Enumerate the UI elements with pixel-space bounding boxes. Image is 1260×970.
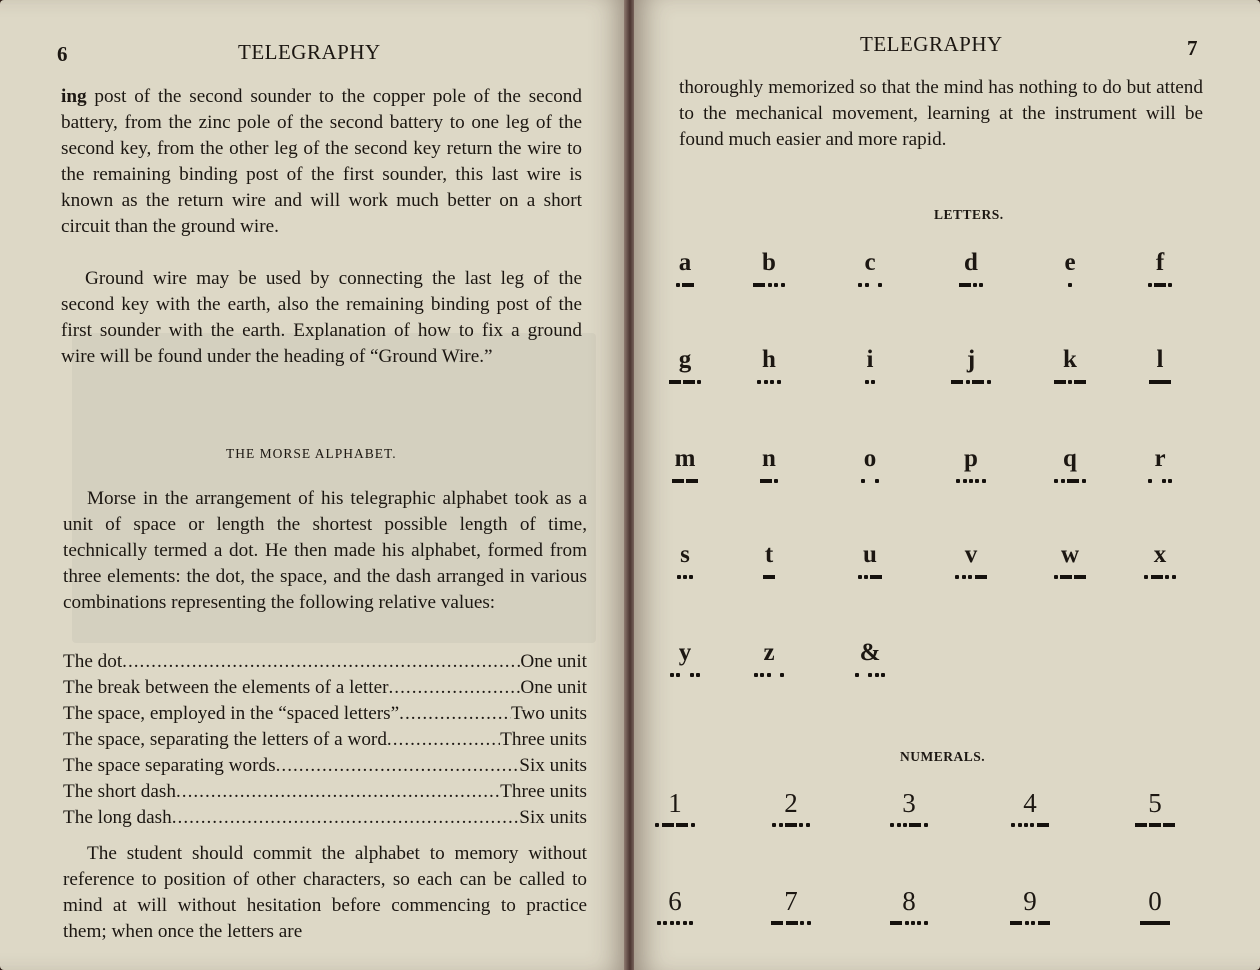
numeral-char: 9	[1023, 886, 1037, 916]
values-amount: One unit	[520, 651, 587, 672]
values-row	[63, 649, 587, 675]
morse-code	[655, 377, 715, 387]
dot-leader	[399, 701, 511, 727]
values-label: The space, separating the letters of a word	[63, 729, 387, 750]
morse-code	[840, 377, 900, 387]
values-amount: Six units	[519, 807, 587, 828]
letter-entry	[840, 248, 900, 290]
values-row	[63, 805, 587, 831]
letter-entry	[840, 345, 900, 387]
morse-code	[739, 572, 799, 582]
values-label: The short dash	[63, 781, 176, 802]
left-page	[0, 0, 627, 970]
morse-code	[879, 820, 939, 830]
letter-entry	[739, 248, 799, 290]
letter-entry	[840, 540, 900, 582]
letter-entry	[840, 444, 900, 486]
letter-entry	[655, 345, 715, 387]
letters-caption: LETTERS.	[934, 207, 1004, 222]
values-label: The long dash	[63, 807, 172, 828]
numeral-entry	[761, 788, 821, 830]
values-label: The space, employed in the “spaced letters”	[63, 703, 400, 724]
morse-code	[739, 280, 799, 290]
letter-entry	[840, 638, 900, 680]
letter-entry	[941, 540, 1001, 582]
numeral-entry	[645, 886, 705, 928]
values-amount: Three units	[500, 781, 587, 802]
numeral-entry	[1000, 886, 1060, 928]
continuation-paragraph	[61, 84, 582, 240]
letter-entry	[1130, 444, 1190, 486]
morse-code	[941, 572, 1001, 582]
morse-code	[739, 476, 799, 486]
numeral-char: 3	[902, 788, 916, 818]
morse-code	[655, 476, 715, 486]
letter-entry	[655, 638, 715, 680]
letter-char: t	[764, 541, 774, 568]
letter-char: e	[1064, 249, 1076, 276]
student-paragraph: The student should commit the alphabet to memory without reference to position of other characters, so each can be called to mind at will without hesitation before commencing to practice them; when once the letters are	[63, 843, 587, 942]
letter-entry	[1040, 345, 1100, 387]
morse-code	[840, 670, 900, 680]
values-row	[63, 779, 587, 805]
morse-code	[739, 377, 799, 387]
letter-char: l	[1156, 346, 1164, 373]
page-number: 6	[57, 42, 68, 66]
values-row	[63, 701, 587, 727]
morse-code	[1125, 820, 1185, 830]
numeral-entry	[879, 788, 939, 830]
morse-code	[761, 918, 821, 928]
letter-entry	[941, 444, 1001, 486]
morse-code	[1130, 572, 1190, 582]
dot-leader	[176, 779, 500, 805]
morse-code	[1040, 280, 1100, 290]
morse-code	[1130, 377, 1190, 387]
numeral-entry	[645, 788, 705, 830]
letter-char: x	[1153, 541, 1167, 568]
values-label: The dot	[63, 651, 123, 672]
paragraph-body: post of the second sounder to the copper pole of the second battery, from the zinc pole of the second battery to one leg of the second key, from the other leg of the second key return the wire to the remaining binding post of the first sounder, this last wire is known as the return wire and will work much better on a short circuit than the ground wire.	[61, 86, 582, 237]
page-number: 7	[1187, 36, 1198, 60]
ground-wire-paragraph: Ground wire may be used by connecting the last leg of the second key with the earth, also the remaining binding post of the first sounder with the earth. Explanation of how to fix a ground wire will be found under the heading of “Ground Wire.”	[61, 268, 582, 367]
letter-char: m	[674, 445, 696, 472]
lead-fragment: ing	[61, 86, 87, 107]
numeral-entry	[1125, 788, 1185, 830]
letter-char: j	[966, 346, 976, 373]
values-row	[63, 675, 587, 701]
morse-code	[655, 280, 715, 290]
values-amount: Six units	[519, 755, 587, 776]
numeral-entry	[1125, 886, 1185, 928]
numeral-entry	[1000, 788, 1060, 830]
letter-entry	[1130, 248, 1190, 290]
dot-leader	[122, 649, 520, 675]
numeral-char: 8	[902, 886, 916, 916]
running-head: TELEGRAPHY	[238, 40, 381, 64]
right-page	[634, 0, 1260, 970]
numeral-char: 4	[1023, 788, 1037, 818]
values-row	[63, 753, 587, 779]
letter-char: f	[1155, 249, 1165, 276]
letter-char: n	[762, 445, 776, 472]
morse-code	[840, 572, 900, 582]
morse-code	[1040, 377, 1100, 387]
letter-char: b	[762, 249, 776, 276]
numeral-char: 5	[1148, 788, 1162, 818]
morse-code	[655, 572, 715, 582]
dot-leader	[387, 727, 500, 753]
section-title: THE MORSE ALPHABET.	[226, 446, 397, 461]
morse-code	[1000, 820, 1060, 830]
numeral-char: 1	[668, 788, 682, 818]
numeral-entry	[761, 886, 821, 928]
values-label: The break between the elements of a letter	[63, 677, 389, 698]
values-amount: Two units	[511, 703, 587, 724]
morse-code	[941, 476, 1001, 486]
morse-code	[1040, 572, 1100, 582]
letter-char: s	[680, 541, 690, 568]
numeral-char: 7	[784, 886, 798, 916]
morse-code	[840, 280, 900, 290]
letter-char: g	[678, 346, 692, 373]
letter-entry	[941, 345, 1001, 387]
dot-leader	[389, 675, 521, 701]
morse-code	[879, 918, 939, 928]
continuation-paragraph: thoroughly memorized so that the mind has nothing to do but attend to the mechanical movement, learning at the instrument will be found much easier and more rapid.	[679, 77, 1203, 150]
letter-char: y	[678, 639, 692, 666]
letter-char: k	[1063, 346, 1077, 373]
morse-paragraph: Morse in the arrangement of his telegraphic alphabet took as a unit of space or length the shortest possible length of time, technically termed a dot. He then made his alphabet, formed from three elements: the dot, the space, and the dash arranged in various combinations representing the following relative values:	[63, 488, 587, 613]
letter-char: d	[964, 249, 978, 276]
morse-code	[645, 820, 705, 830]
letter-char: r	[1154, 445, 1166, 472]
letter-entry	[1130, 345, 1190, 387]
letter-entry	[655, 248, 715, 290]
morse-code	[840, 476, 900, 486]
morse-code	[1000, 918, 1060, 928]
letter-char: i	[866, 346, 874, 373]
morse-code	[941, 280, 1001, 290]
values-table	[63, 649, 587, 831]
letter-char: &	[859, 639, 881, 666]
dot-leader	[276, 753, 520, 779]
numeral-char: 0	[1148, 886, 1162, 916]
morse-code	[1130, 476, 1190, 486]
letter-char: z	[763, 639, 775, 666]
dot-leader	[172, 805, 520, 831]
letter-char: v	[964, 541, 978, 568]
letter-entry	[1040, 248, 1100, 290]
letter-entry	[739, 345, 799, 387]
morse-code	[1125, 918, 1185, 928]
numeral-char: 2	[784, 788, 798, 818]
letter-entry	[655, 444, 715, 486]
numeral-entry	[879, 886, 939, 928]
values-amount: Three units	[500, 729, 587, 750]
letter-entry	[655, 540, 715, 582]
running-head: TELEGRAPHY	[860, 32, 1003, 56]
letter-entry	[739, 540, 799, 582]
morse-code	[761, 820, 821, 830]
letter-entry	[1130, 540, 1190, 582]
letter-char: c	[864, 249, 876, 276]
morse-code	[645, 918, 705, 928]
letter-char: o	[863, 445, 877, 472]
letter-char: u	[863, 541, 877, 568]
letter-entry	[1040, 444, 1100, 486]
morse-code	[1040, 476, 1100, 486]
values-amount: One unit	[520, 677, 587, 698]
letter-entry	[1040, 540, 1100, 582]
letter-char: a	[678, 249, 692, 276]
letter-char: w	[1060, 541, 1080, 568]
letter-char: h	[762, 346, 776, 373]
numeral-char: 6	[668, 886, 682, 916]
letter-entry	[739, 638, 799, 680]
morse-code	[739, 670, 799, 680]
values-row	[63, 727, 587, 753]
values-label: The space separating words	[63, 755, 276, 776]
numerals-caption: NUMERALS.	[900, 749, 986, 764]
morse-code	[1130, 280, 1190, 290]
letter-char: p	[964, 445, 978, 472]
letter-entry	[739, 444, 799, 486]
letter-char: q	[1063, 445, 1077, 472]
morse-code	[941, 377, 1001, 387]
morse-code	[655, 670, 715, 680]
letter-entry	[941, 248, 1001, 290]
